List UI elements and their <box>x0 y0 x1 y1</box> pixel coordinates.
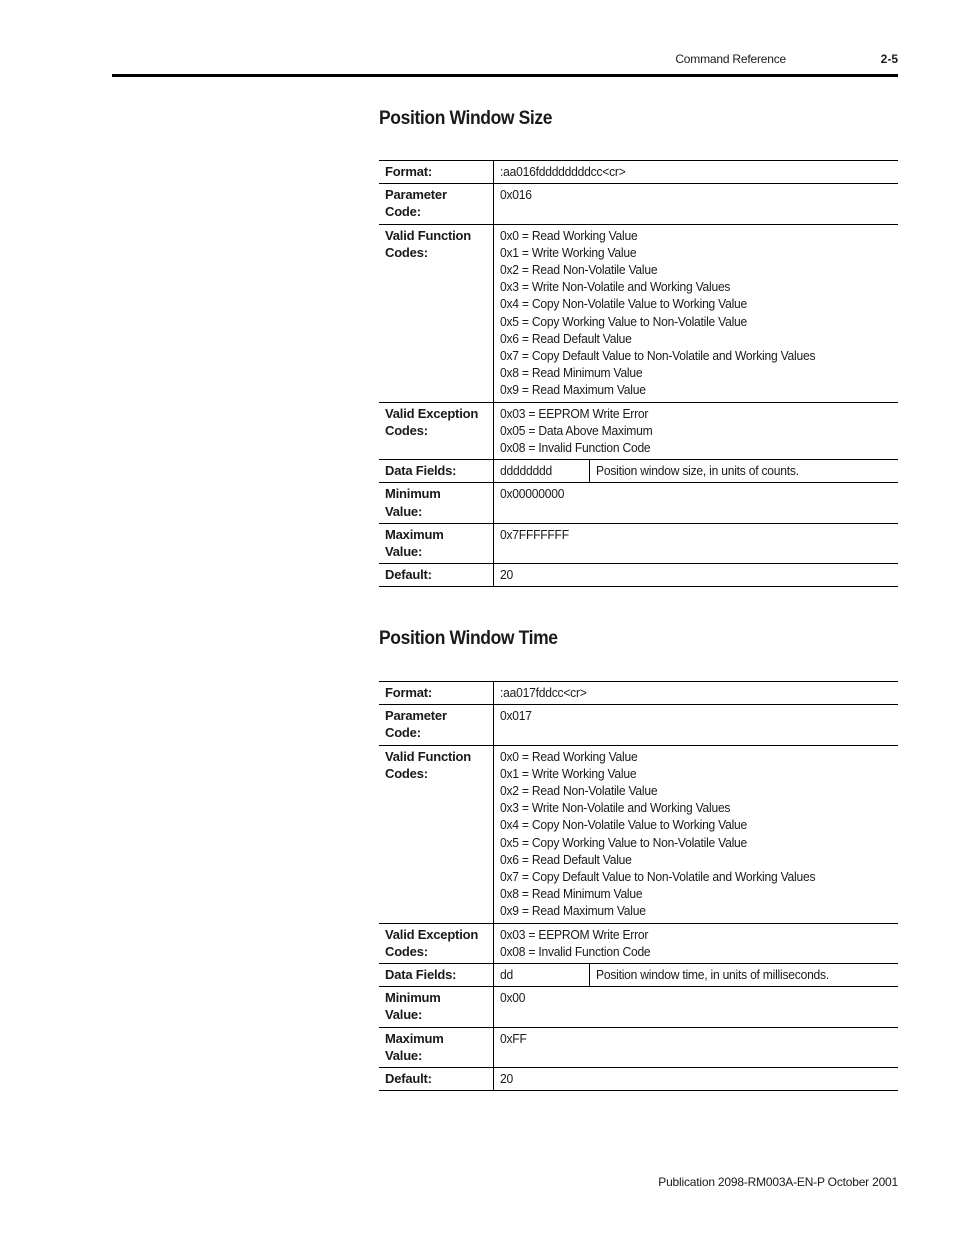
function-code-item: 0x5 = Copy Working Value to Non-Volatile Value <box>499 313 747 329</box>
function-code-item: 0x5 = Copy Working Value to Non-Volatile Value <box>499 834 747 850</box>
function-code-item: 0x6 = Read Default Value <box>499 330 632 346</box>
function-code-item: 0x3 = Write Non-Volatile and Working Values <box>499 279 730 295</box>
data-field-description: Position window size, in units of counts. <box>589 460 898 483</box>
section-title-window-size: Position Window Size <box>379 108 553 129</box>
row-value: 0x00000000 <box>493 483 898 523</box>
row-label: Valid Function Codes: <box>379 224 493 402</box>
row-minimum-value <box>379 987 898 1027</box>
row-label: Maximum Value: <box>379 1027 493 1067</box>
row-label: Data Fields: <box>379 460 493 483</box>
row-maximum-value <box>379 1027 898 1067</box>
function-code-item: 0x0 = Read Working Value <box>499 227 637 243</box>
footer-publication: Publication 2098-RM003A-EN-P October 2001 <box>658 1175 898 1189</box>
row-label: Data Fields: <box>379 964 493 987</box>
row-minimum-value <box>379 483 898 523</box>
row-value-list <box>493 745 898 923</box>
function-code-item: 0x3 = Write Non-Volatile and Working Values <box>499 800 730 816</box>
data-field-code: dd <box>493 964 589 987</box>
function-code-item: 0x1 = Write Working Value <box>499 765 636 781</box>
row-label: Maximum Value: <box>379 523 493 563</box>
row-default <box>379 1068 898 1091</box>
exception-code-item: 0x03 = EEPROM Write Error <box>499 926 648 942</box>
row-label: Valid Exception Codes: <box>379 402 493 460</box>
function-code-item: 0x2 = Read Non-Volatile Value <box>499 262 657 278</box>
function-code-item: 0x4 = Copy Non-Volatile Value to Working Value <box>499 296 747 312</box>
row-label: Minimum Value: <box>379 987 493 1027</box>
row-label: Parameter Code: <box>379 184 493 224</box>
row-label: Format: <box>379 161 493 184</box>
spec-table-window-size <box>379 160 898 587</box>
row-label: Parameter Code: <box>379 705 493 745</box>
row-value: :aa017fddcc<cr> <box>493 682 898 705</box>
row-label: Default: <box>379 564 493 587</box>
row-valid-exception-codes <box>379 402 898 460</box>
row-value-list <box>493 923 898 963</box>
exception-code-item: 0x08 = Invalid Function Code <box>499 943 650 959</box>
row-format <box>379 682 898 705</box>
row-data-fields <box>379 964 898 987</box>
function-code-item: 0x0 = Read Working Value <box>499 748 637 764</box>
row-value: 20 <box>493 1068 898 1091</box>
row-valid-function-codes <box>379 745 898 923</box>
row-label: Default: <box>379 1068 493 1091</box>
row-value: 20 <box>493 564 898 587</box>
row-valid-function-codes <box>379 224 898 402</box>
data-field-description: Position window time, in units of milliseconds. <box>589 964 898 987</box>
row-value-list <box>493 224 898 402</box>
row-value: 0x7FFFFFFF <box>493 523 898 563</box>
function-code-item: 0x1 = Write Working Value <box>499 244 636 260</box>
row-label: Valid Function Codes: <box>379 745 493 923</box>
row-value: 0x00 <box>493 987 898 1027</box>
row-value: 0x016 <box>493 184 898 224</box>
header-page-number: 2-5 <box>880 52 898 66</box>
function-code-item: 0x9 = Read Maximum Value <box>499 903 646 919</box>
row-parameter-code <box>379 705 898 745</box>
function-code-item: 0x9 = Read Maximum Value <box>499 382 646 398</box>
row-value-list <box>493 402 898 460</box>
header-rule <box>112 74 898 77</box>
function-code-item: 0x6 = Read Default Value <box>499 851 632 867</box>
page-header <box>0 52 954 70</box>
row-label: Format: <box>379 682 493 705</box>
row-data-fields <box>379 460 898 483</box>
exception-code-item: 0x03 = EEPROM Write Error <box>499 405 648 421</box>
function-code-item: 0x7 = Copy Default Value to Non-Volatile and Working Values <box>499 869 815 885</box>
spec-table-window-time <box>379 681 898 1091</box>
function-code-item: 0x7 = Copy Default Value to Non-Volatile and Working Values <box>499 348 815 364</box>
row-value: 0xFF <box>493 1027 898 1067</box>
row-label: Minimum Value: <box>379 483 493 523</box>
exception-code-item: 0x05 = Data Above Maximum <box>499 422 652 438</box>
row-parameter-code <box>379 184 898 224</box>
row-valid-exception-codes <box>379 923 898 963</box>
header-section-title: Command Reference <box>675 52 786 66</box>
data-field-code: dddddddd <box>493 460 589 483</box>
row-value: :aa016fddddddddcc<cr> <box>493 161 898 184</box>
function-code-item: 0x8 = Read Minimum Value <box>499 886 642 902</box>
function-code-item: 0x8 = Read Minimum Value <box>499 365 642 381</box>
row-default <box>379 564 898 587</box>
row-maximum-value <box>379 523 898 563</box>
row-label: Valid Exception Codes: <box>379 923 493 963</box>
exception-code-item: 0x08 = Invalid Function Code <box>499 440 650 456</box>
function-code-item: 0x4 = Copy Non-Volatile Value to Working Value <box>499 817 747 833</box>
section-title-window-time: Position Window Time <box>379 628 558 649</box>
row-format <box>379 161 898 184</box>
row-value: 0x017 <box>493 705 898 745</box>
function-code-item: 0x2 = Read Non-Volatile Value <box>499 783 657 799</box>
